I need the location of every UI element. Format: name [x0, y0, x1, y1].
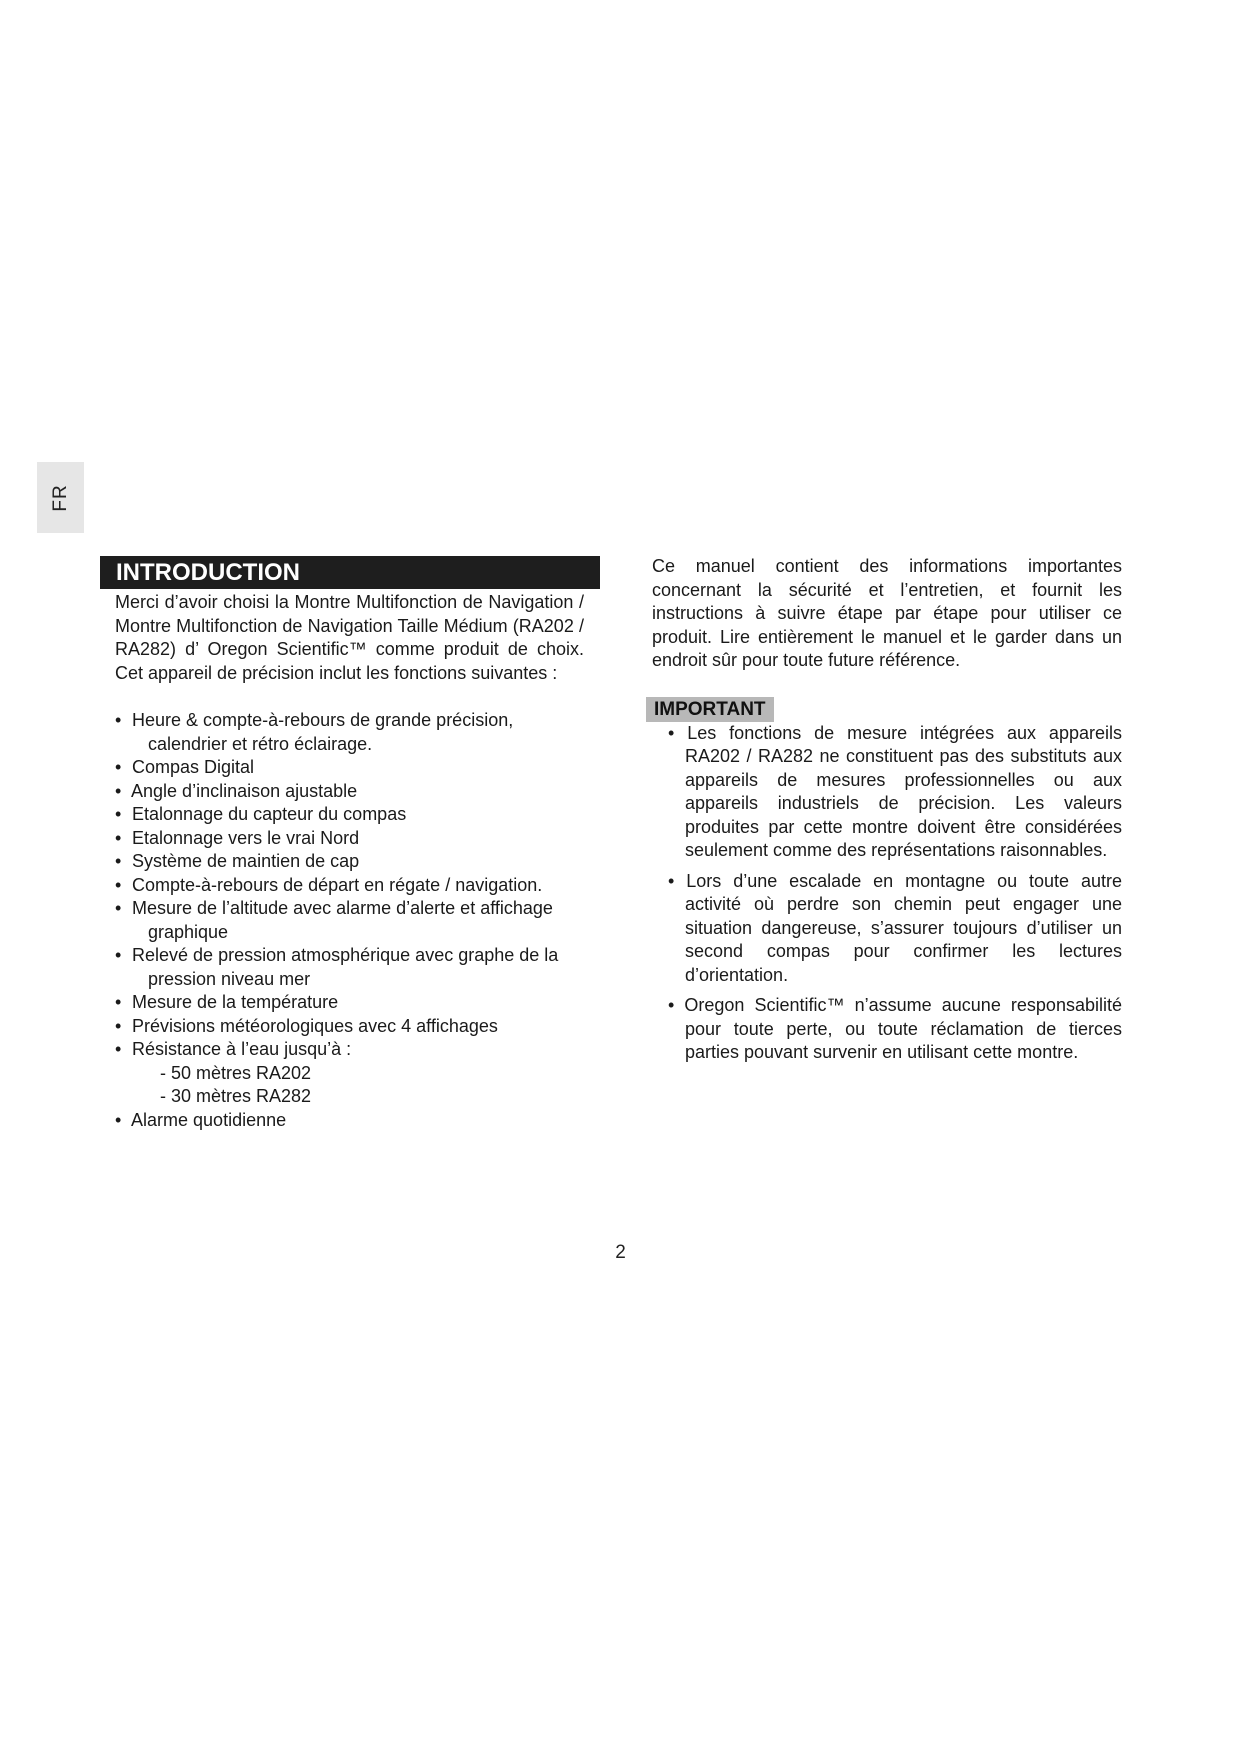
important-item: • Oregon Scientific™ n’assume aucune responsabilité pour toute perte, ou toute réclamation de tierces parties pouvant survenir en utilisant cette montre.	[668, 995, 1122, 1062]
introduction-paragraph: Merci d’avoir choisi la Montre Multifonction de Navigation / Montre Multifonction de Navigation Taille Médium (RA202 / RA282) d’ Oregon Scientific™ comme produit de choix. Cet appareil de précision inclut les fonctions suivantes :	[115, 592, 584, 683]
right-column	[652, 555, 1122, 1072]
water-resistance-item: - 30 mètres RA282	[160, 1086, 312, 1106]
feature-item: • Etalonnage du capteur du compas	[115, 804, 407, 824]
language-tab-label: FR	[49, 483, 71, 512]
feature-item: • Alarme quotidienne	[115, 1109, 287, 1130]
page-number: 2	[615, 1242, 626, 1263]
important-item: • Lors d’une escalade en montagne ou toute autre activité où perdre son chemin peut engager une situation dangereuse, s’assurer toujours d’utiliser un second compas pour confirmer les lectures d’orientation.	[668, 870, 1122, 985]
feature-item: • Résistance à l’eau jusqu’à :	[115, 1039, 352, 1059]
feature-item: • Compte-à-rebours de départ en régate / navigation.	[115, 874, 543, 895]
feature-item: • Angle d’inclinaison ajustable	[115, 780, 358, 801]
feature-item: • Compas Digital	[115, 757, 255, 777]
feature-item: • Heure & compte-à-rebours de grande précision, calendrier et rétro éclairage.	[115, 710, 514, 754]
feature-item: • Système de maintien de cap	[115, 851, 360, 871]
feature-item: • Mesure de la température	[115, 992, 339, 1012]
water-resistance-item: - 50 mètres RA202	[160, 1062, 312, 1083]
feature-item: • Relevé de pression atmosphérique avec graphe de la pression niveau mer	[115, 945, 559, 989]
introduction-header: INTRODUCTION	[100, 556, 600, 589]
feature-list	[100, 709, 600, 1132]
feature-item: • Mesure de l’altitude avec alarme d’alerte et affichage graphique	[115, 898, 553, 942]
important-item: • Les fonctions de mesure intégrées aux appareils RA202 / RA282 ne constituent pas des substituts aux appareils de mesures professionnelles ou aux appareils industriels de précision. Les valeurs produites par cette montre doivent être considérées seulement comme des représentations raisonnables.	[668, 722, 1122, 860]
left-column	[100, 556, 600, 1132]
important-list	[652, 722, 1122, 1065]
feature-item: • Prévisions météorologiques avec 4 affichages	[115, 1015, 498, 1036]
language-tab	[37, 462, 84, 533]
important-badge: IMPORTANT	[646, 697, 774, 722]
feature-item: • Etalonnage vers le vrai Nord	[115, 827, 360, 848]
manual-intro-paragraph: Ce manuel contient des informations importantes concernant la sécurité et l’entretien, et fournit les instructions à suivre étape par étape pour utiliser ce produit. Lire entièrement le manuel et le garder dans un endroit sûr pour toute future référence.	[652, 556, 1122, 670]
